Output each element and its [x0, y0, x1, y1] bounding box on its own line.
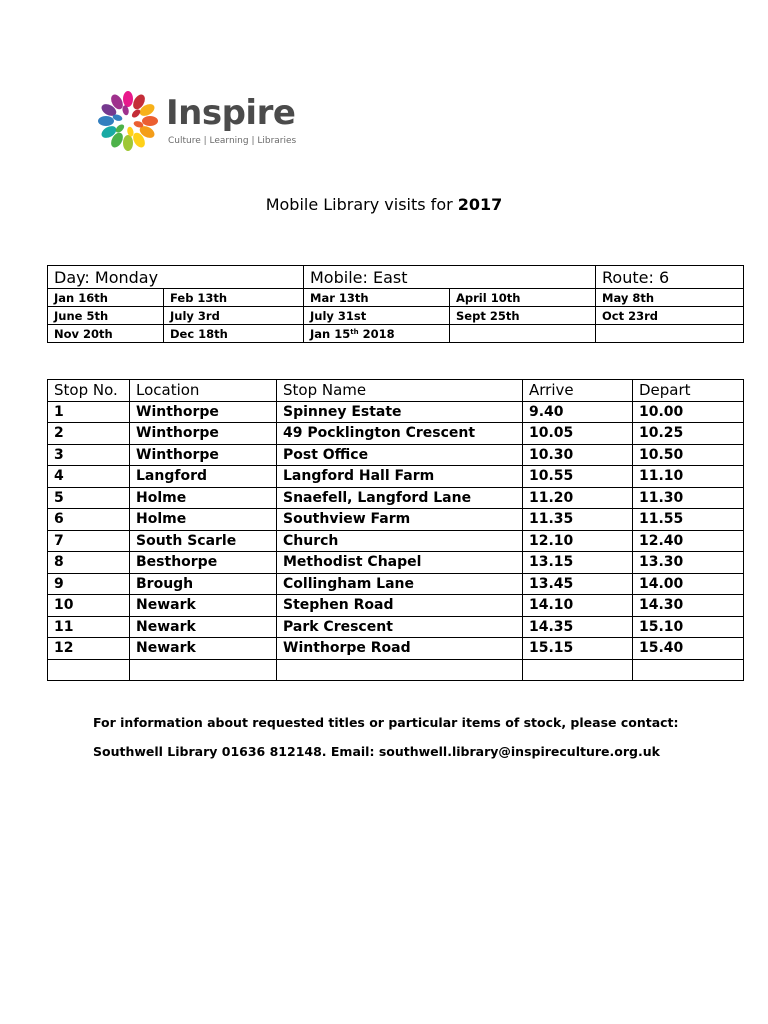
stop-arrive: 13.45 [523, 573, 633, 595]
column-header: Depart [633, 380, 744, 402]
route-cell [596, 266, 744, 289]
date-cell: July 3rd [164, 307, 304, 325]
date-cell: Feb 13th [164, 289, 304, 307]
logo-tagline: Culture | Learning | Libraries [168, 136, 297, 146]
schedule-header-row [48, 266, 744, 289]
stop-arrive: 14.35 [523, 616, 633, 638]
stop-location: Winthorpe [130, 401, 277, 423]
date-cell-special [304, 325, 450, 343]
logo-name: Inspire [166, 93, 296, 133]
stop-name: Post Office [277, 444, 523, 466]
date-cell: Sept 25th [450, 307, 596, 325]
stop-location [130, 659, 277, 681]
stop-location: Newark [130, 638, 277, 660]
stop-depart [633, 659, 744, 681]
stop-depart: 12.40 [633, 530, 744, 552]
date-cell: May 8th [596, 289, 744, 307]
stop-location: Langford [130, 466, 277, 488]
stop-number: 6 [48, 509, 130, 531]
day-cell [48, 266, 304, 289]
stop-name: 49 Pocklington Crescent [277, 423, 523, 445]
stop-arrive: 10.05 [523, 423, 633, 445]
stop-arrive: 10.55 [523, 466, 633, 488]
stop-arrive: 14.10 [523, 595, 633, 617]
visit-dates-table [47, 265, 744, 343]
stop-depart: 15.40 [633, 638, 744, 660]
table-row [48, 638, 744, 660]
stop-number: 11 [48, 616, 130, 638]
special-date-prefix: Jan 15 [310, 326, 351, 341]
stop-number: 1 [48, 401, 130, 423]
stop-arrive: 15.15 [523, 638, 633, 660]
stop-number: 12 [48, 638, 130, 660]
stop-arrive: 12.10 [523, 530, 633, 552]
date-cell: April 10th [450, 289, 596, 307]
stop-name: Southview Farm [277, 509, 523, 531]
table-row [48, 616, 744, 638]
table-row [48, 530, 744, 552]
table-row [48, 659, 744, 681]
stop-depart: 14.00 [633, 573, 744, 595]
column-header: Stop Name [277, 380, 523, 402]
date-cell: June 5th [48, 307, 164, 325]
date-cell: Mar 13th [304, 289, 450, 307]
table-row [48, 466, 744, 488]
stop-location: Besthorpe [130, 552, 277, 574]
dates-row [48, 325, 744, 343]
stop-arrive: 10.30 [523, 444, 633, 466]
table-row [48, 401, 744, 423]
inspire-logo [96, 90, 316, 152]
title-year: 2017 [457, 195, 503, 214]
stop-depart: 11.55 [633, 509, 744, 531]
date-cell: July 31st [304, 307, 450, 325]
dates-row [48, 307, 744, 325]
column-header: Stop No. [48, 380, 130, 402]
stop-location: Winthorpe [130, 444, 277, 466]
table-row [48, 509, 744, 531]
column-header: Arrive [523, 380, 633, 402]
page-title [0, 194, 768, 216]
contact-info-text: For information about requested titles or particular items of stock, please contact: [93, 715, 679, 730]
stop-location: Holme [130, 487, 277, 509]
date-cell: Oct 23rd [596, 307, 744, 325]
stop-location: Brough [130, 573, 277, 595]
stop-depart: 10.25 [633, 423, 744, 445]
mobile-cell [304, 266, 596, 289]
stop-number [48, 659, 130, 681]
table-row [48, 487, 744, 509]
stop-number: 8 [48, 552, 130, 574]
date-cell: Dec 18th [164, 325, 304, 343]
stop-depart: 14.30 [633, 595, 744, 617]
stop-depart: 13.30 [633, 552, 744, 574]
stop-number: 5 [48, 487, 130, 509]
table-row [48, 552, 744, 574]
stop-number: 7 [48, 530, 130, 552]
stop-number: 9 [48, 573, 130, 595]
stop-number: 3 [48, 444, 130, 466]
stops-header-row [48, 380, 744, 402]
stop-name: Spinney Estate [277, 401, 523, 423]
stop-location: Newark [130, 616, 277, 638]
table-row [48, 444, 744, 466]
stop-depart: 15.10 [633, 616, 744, 638]
table-row [48, 423, 744, 445]
stops-table [47, 379, 744, 681]
date-cell: Jan 16th [48, 289, 164, 307]
title-prefix: Mobile Library visits for [265, 195, 453, 214]
logo-petal [142, 116, 158, 126]
stop-name: Methodist Chapel [277, 552, 523, 574]
stop-location: Holme [130, 509, 277, 531]
logo-petal [123, 91, 133, 107]
dates-row [48, 289, 744, 307]
column-header: Location [130, 380, 277, 402]
date-cell: Nov 20th [48, 325, 164, 343]
stop-location: Newark [130, 595, 277, 617]
flower-logo-icon [96, 90, 160, 152]
stop-location: South Scarle [130, 530, 277, 552]
stop-depart: 10.00 [633, 401, 744, 423]
logo-petal [123, 135, 133, 151]
stop-depart: 10.50 [633, 444, 744, 466]
stop-name: Langford Hall Farm [277, 466, 523, 488]
stop-name: Church [277, 530, 523, 552]
stop-arrive: 11.20 [523, 487, 633, 509]
table-row [48, 573, 744, 595]
mobile-label: Mobile: East [310, 267, 408, 287]
stop-arrive: 13.15 [523, 552, 633, 574]
logo-petal [98, 116, 114, 126]
date-cell [450, 325, 596, 343]
route-label: Route: 6 [602, 267, 670, 287]
table-row [48, 595, 744, 617]
special-date-suffix: 2018 [358, 326, 395, 341]
stop-name: Stephen Road [277, 595, 523, 617]
stop-name [277, 659, 523, 681]
stop-arrive: 9.40 [523, 401, 633, 423]
day-label: Day: Monday [54, 267, 159, 287]
stop-depart: 11.30 [633, 487, 744, 509]
stop-arrive [523, 659, 633, 681]
stop-name: Park Crescent [277, 616, 523, 638]
stop-arrive: 11.35 [523, 509, 633, 531]
stop-name: Winthorpe Road [277, 638, 523, 660]
special-date-sup: th [350, 327, 359, 336]
stop-number: 2 [48, 423, 130, 445]
stop-name: Collingham Lane [277, 573, 523, 595]
contact-details-text: Southwell Library 01636 812148. Email: southwell.library@inspireculture.org.uk [93, 744, 660, 759]
stop-depart: 11.10 [633, 466, 744, 488]
date-cell [596, 325, 744, 343]
stop-name: Snaefell, Langford Lane [277, 487, 523, 509]
stop-number: 4 [48, 466, 130, 488]
stop-number: 10 [48, 595, 130, 617]
stop-location: Winthorpe [130, 423, 277, 445]
